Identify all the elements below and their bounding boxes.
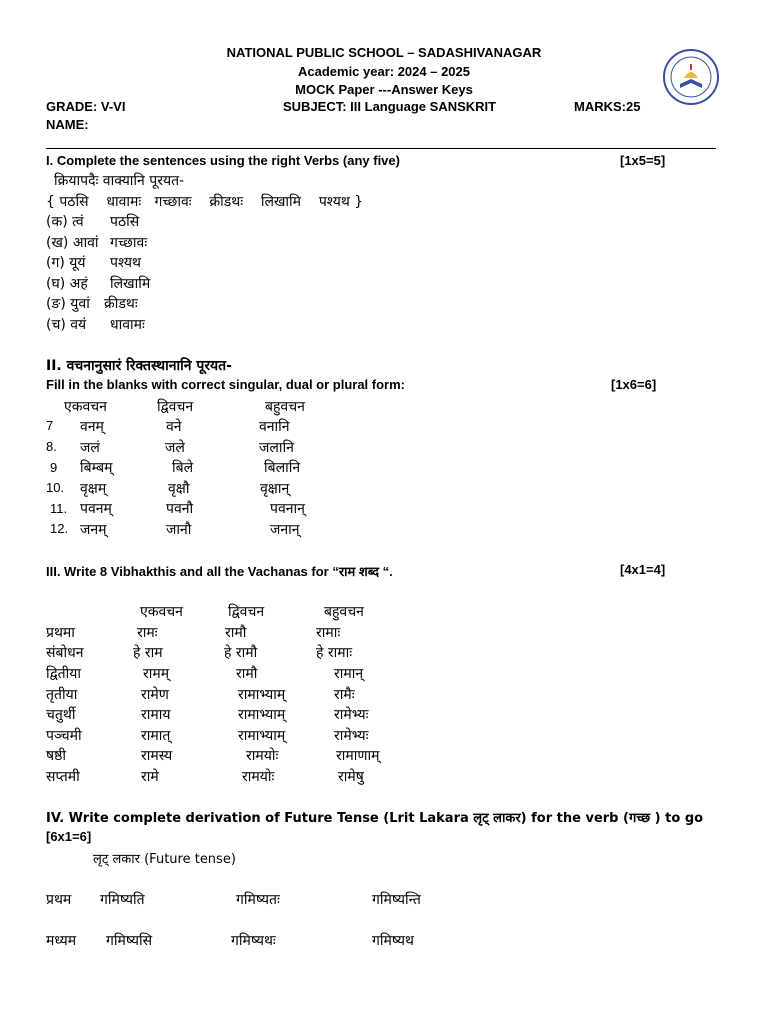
q3-vibhakti: चतुर्थी xyxy=(46,707,76,723)
q3-header-dual: द्विवचन xyxy=(228,604,265,620)
q2-row-singular: जलं xyxy=(80,440,100,456)
q1-title: I. Complete the sentences using the right Verbs (any five) xyxy=(46,153,400,168)
paper-title: MOCK Paper ---Answer Keys xyxy=(295,82,473,97)
q3-dual: हे रामौ xyxy=(224,645,258,661)
q1-item-answer: लिखामि xyxy=(110,276,151,292)
q3-singular: रामे xyxy=(141,769,159,785)
q4-marks: [6x1=6] xyxy=(46,829,92,844)
q3-vibhakti: प्रथमा xyxy=(46,625,75,641)
subject: SUBJECT: III Language SANSKRIT xyxy=(283,99,497,114)
q3-dual: रामौ xyxy=(236,666,258,682)
q2-marks: [1x6=6] xyxy=(611,377,657,392)
q3-vibhakti: पञ्चमी xyxy=(46,728,82,744)
q3-header-singular: एकवचन xyxy=(140,604,183,620)
q3-plural: रामेभ्यः xyxy=(334,707,369,723)
q2-title: II. वचनानुसारं रिक्तस्थानानि पूरयत- xyxy=(46,358,232,374)
school-name: NATIONAL PUBLIC SCHOOL – SADASHIVANAGAR xyxy=(226,45,542,60)
q2-row-plural: बिलानि xyxy=(264,460,301,476)
q2-row-plural: पवनान् xyxy=(270,501,305,517)
q3-singular: रामाय xyxy=(141,707,171,723)
q1-item-label: (घ) अहं xyxy=(46,276,88,292)
q2-row-plural: जलानि xyxy=(259,440,294,456)
q2-row-number: 9 xyxy=(50,460,58,475)
q3-vibhakti: सप्तमी xyxy=(46,769,80,785)
q4-singular: गमिष्यति xyxy=(100,892,145,908)
academic-year: Academic year: 2024 – 2025 xyxy=(297,64,470,79)
q2-row-number: 10. xyxy=(46,480,65,495)
q2-row-singular: वनम् xyxy=(80,419,104,435)
grade: GRADE: V-VI xyxy=(46,99,126,114)
q1-item-label: (ग) यूयं xyxy=(46,255,86,271)
q1-instruction: क्रियापदैः वाक्यानि पूरयत- xyxy=(54,173,185,189)
q3-dual: रामाभ्याम् xyxy=(238,728,286,744)
q4-plural: गमिष्यथ xyxy=(372,933,414,949)
q1-item-label: (ख) आवां xyxy=(46,235,99,251)
q4-dual: गमिष्यतः xyxy=(236,892,280,908)
q2-row-dual: वृक्षौ xyxy=(168,481,190,497)
q2-header-singular: एकवचन xyxy=(64,399,107,415)
q3-marks: [4x1=4] xyxy=(620,562,666,577)
q3-vibhakti: संबोधन xyxy=(46,645,84,661)
q2-row-dual: वने xyxy=(166,419,182,435)
q3-dual: रामयोः xyxy=(246,748,279,764)
q3-singular: रामम् xyxy=(143,666,170,682)
q3-title: III. Write 8 Vibhakthis and all the Vachanas for “राम शब्द “. xyxy=(46,564,393,579)
q3-dual: रामाभ्याम् xyxy=(238,687,286,703)
q3-singular: रामः xyxy=(137,625,158,641)
school-logo xyxy=(662,48,720,106)
q2-row-number: 12. xyxy=(50,521,69,536)
q4-person: प्रथम xyxy=(46,892,72,908)
q2-row-singular: पवनम् xyxy=(80,501,112,517)
q3-vibhakti: तृतीया xyxy=(46,687,78,703)
q3-plural: रामान् xyxy=(334,666,364,682)
name-label: NAME: xyxy=(46,117,89,132)
q4-title: IV. Write complete derivation of Future Tense (Lrit Lakara लृट् लाकर) for the verb (गच्छ ) to go xyxy=(46,811,704,826)
q3-plural: रामैः xyxy=(334,687,355,703)
q3-singular: रामेण xyxy=(141,687,169,703)
q3-plural: रामाणाम् xyxy=(336,748,380,764)
q3-dual: रामौ xyxy=(225,625,247,641)
q2-row-dual: जानौ xyxy=(166,522,192,538)
q1-marks: [1x5=5] xyxy=(620,153,666,168)
q4-plural: गमिष्यन्ति xyxy=(372,892,421,908)
q1-item-label: (च) वयं xyxy=(46,317,87,333)
q2-row-singular: बिम्बम् xyxy=(80,460,113,476)
q3-singular: हे राम xyxy=(133,645,163,661)
q3-vibhakti: द्वितीया xyxy=(46,666,82,682)
q2-row-dual: जले xyxy=(165,440,185,456)
q3-header-plural: बहुवचन xyxy=(324,604,364,620)
q3-vibhakti: षष्ठी xyxy=(46,748,66,764)
q4-person: मध्यम xyxy=(46,933,77,949)
q2-header-plural: बहुवचन xyxy=(265,399,305,415)
q2-row-singular: जनम् xyxy=(80,522,107,538)
q3-dual: रामयोः xyxy=(242,769,275,785)
divider xyxy=(46,148,716,149)
marks: MARKS:25 xyxy=(574,99,641,114)
q1-item-label: (ङ) युवां xyxy=(46,296,90,312)
q3-singular: रामात् xyxy=(141,728,171,744)
q1-item-answer: पश्यथ xyxy=(110,255,141,271)
q2-row-number: 8. xyxy=(46,439,57,454)
q2-row-plural: जनान् xyxy=(270,522,300,538)
q3-singular: रामस्य xyxy=(141,748,173,764)
q1-item-answer: गच्छावः xyxy=(110,235,148,251)
q2-row-singular: वृक्षम् xyxy=(80,481,107,497)
q3-dual: रामाभ्याम् xyxy=(238,707,286,723)
q3-plural: रामेभ्यः xyxy=(334,728,369,744)
q4-subheading: लृट् लकार (Future tense) xyxy=(93,852,236,867)
q2-subtitle: Fill in the blanks with correct singular, dual or plural form: xyxy=(46,377,405,392)
q3-plural: रामाः xyxy=(316,625,341,641)
q1-item-label: (क) त्वं xyxy=(46,214,84,230)
q4-singular: गमिष्यसि xyxy=(106,933,153,949)
q2-row-dual: पवनौ xyxy=(166,501,194,517)
q2-row-plural: वनानि xyxy=(259,419,290,435)
q4-dual: गमिष्यथः xyxy=(231,933,276,949)
q1-item-answer: पठसि xyxy=(110,214,140,230)
q2-row-number: 7 xyxy=(46,418,54,433)
q2-row-dual: बिले xyxy=(172,460,194,476)
q2-header-dual: द्विवचन xyxy=(157,399,194,415)
q1-item-answer: क्रीडथः xyxy=(104,296,138,312)
q2-row-number: 11. xyxy=(50,501,68,516)
q1-word-bank: { पठसि धावामः गच्छावः क्रीडथः लिखामि पश्यथ } xyxy=(46,194,364,210)
q2-row-plural: वृक्षान् xyxy=(260,481,290,497)
q3-plural: हे रामाः xyxy=(316,645,353,661)
q3-plural: रामेषु xyxy=(338,769,364,785)
q1-item-answer: धावामः xyxy=(110,317,145,333)
